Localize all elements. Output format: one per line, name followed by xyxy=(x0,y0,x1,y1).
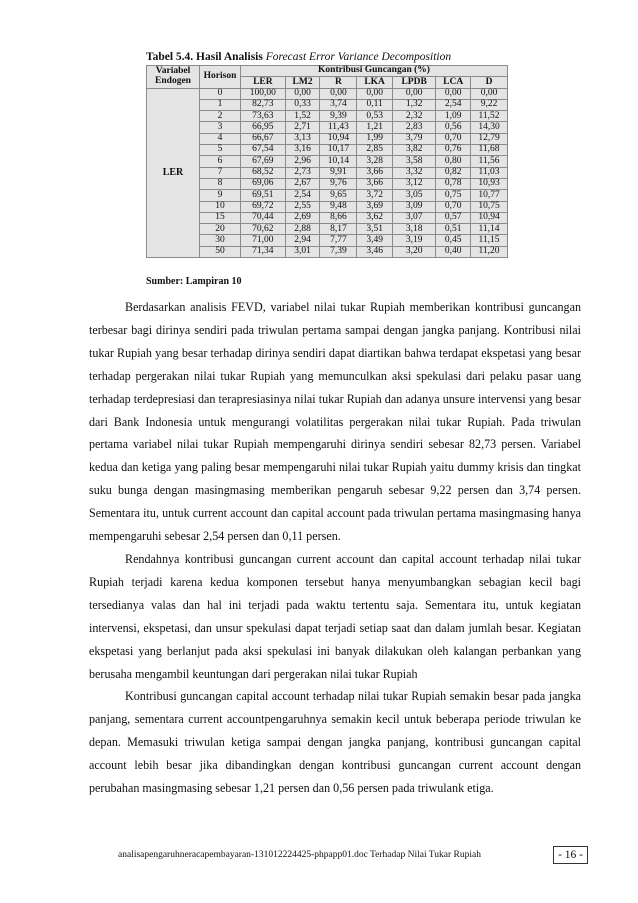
column-header: LPDB xyxy=(392,77,435,88)
table-row xyxy=(147,122,508,133)
horison-cell: 9 xyxy=(200,190,241,201)
horison-cell: 3 xyxy=(200,122,241,133)
value-cell: 69,72 xyxy=(241,201,286,212)
value-cell: 0,00 xyxy=(320,88,357,99)
table-row xyxy=(147,190,508,201)
value-cell: 0,00 xyxy=(357,88,393,99)
value-cell: 0,40 xyxy=(436,246,471,257)
value-cell: 0,76 xyxy=(436,145,471,156)
value-cell: 3,66 xyxy=(357,178,393,189)
value-cell: 9,48 xyxy=(320,201,357,212)
variable-cell: LER xyxy=(147,88,200,257)
table-row xyxy=(147,178,508,189)
header-variabel-endogen: Variabel Endogen xyxy=(147,66,200,89)
value-cell: 11,20 xyxy=(471,246,508,257)
value-cell: 2,67 xyxy=(285,178,320,189)
value-cell: 3,28 xyxy=(357,156,393,167)
value-cell: 9,39 xyxy=(320,111,357,122)
value-cell: 3,46 xyxy=(357,246,393,257)
value-cell: 70,44 xyxy=(241,212,286,223)
value-cell: 10,17 xyxy=(320,145,357,156)
value-cell: 11,52 xyxy=(471,111,508,122)
value-cell: 0,00 xyxy=(285,88,320,99)
paragraph-2: Rendahnya kontribusi guncangan current account dan capital account terhadap nilai tukar Rupiah terjadi karena kedua komponen tersebut hanya menyumbangkan sebagian kecil bagi tersedianya valas dan hal ini terjadi pada waktu tertentu saja. Sementara itu, untuk kegiatan intervensi, ekspetasi, dan unsur spekulasi dapat terjadi setiap saat dan dalam jumlah besar. Kegiatan ekspetasi yang berlanjut pada aksi spekulasi ini banyak dilakukan oleh kalangan perbankan yang berusaha mengambil keuntungan dari pergerakan nilai tukar Rupiah xyxy=(89,551,581,681)
value-cell: 82,73 xyxy=(241,99,286,110)
value-cell: 0,70 xyxy=(436,133,471,144)
table-row xyxy=(147,133,508,144)
value-cell: 3,72 xyxy=(357,190,393,201)
value-cell: 3,18 xyxy=(392,224,435,235)
value-cell: 2,54 xyxy=(436,99,471,110)
table-row xyxy=(147,167,508,178)
value-cell: 3,51 xyxy=(357,224,393,235)
horison-cell: 4 xyxy=(200,133,241,144)
value-cell: 0,80 xyxy=(436,156,471,167)
value-cell: 14,30 xyxy=(471,122,508,133)
value-cell: 10,77 xyxy=(471,190,508,201)
value-cell: 0,56 xyxy=(436,122,471,133)
value-cell: 3,66 xyxy=(357,167,393,178)
horison-cell: 8 xyxy=(200,178,241,189)
value-cell: 7,77 xyxy=(320,235,357,246)
value-cell: 2,71 xyxy=(285,122,320,133)
value-cell: 3,49 xyxy=(357,235,393,246)
header-kontribusi: Kontribusi Guncangan (%) xyxy=(241,66,508,77)
table-row xyxy=(147,246,508,257)
value-cell: 1,52 xyxy=(285,111,320,122)
value-cell: 66,67 xyxy=(241,133,286,144)
value-cell: 10,14 xyxy=(320,156,357,167)
table-row xyxy=(147,99,508,110)
value-cell: 1,21 xyxy=(357,122,393,133)
value-cell: 2,55 xyxy=(285,201,320,212)
table-row xyxy=(147,88,508,99)
value-cell: 0,00 xyxy=(436,88,471,99)
column-header: LKA xyxy=(357,77,393,88)
value-cell: 3,62 xyxy=(357,212,393,223)
table-source: Sumber: Lampiran 10 xyxy=(146,276,242,287)
value-cell: 0,33 xyxy=(285,99,320,110)
value-cell: 2,54 xyxy=(285,190,320,201)
table-title xyxy=(146,51,451,63)
value-cell: 0,45 xyxy=(436,235,471,246)
value-cell: 10,94 xyxy=(471,212,508,223)
value-cell: 3,13 xyxy=(285,133,320,144)
value-cell: 3,12 xyxy=(392,178,435,189)
table-title-main: Tabel 5.4. Hasil Analisis xyxy=(146,51,263,63)
table-row xyxy=(147,235,508,246)
value-cell: 3,20 xyxy=(392,246,435,257)
fevd-table xyxy=(146,65,508,258)
value-cell: 11,03 xyxy=(471,167,508,178)
body-text xyxy=(89,296,581,800)
value-cell: 68,52 xyxy=(241,167,286,178)
value-cell: 0,78 xyxy=(436,178,471,189)
value-cell: 0,53 xyxy=(357,111,393,122)
column-header: LCA xyxy=(436,77,471,88)
value-cell: 2,88 xyxy=(285,224,320,235)
value-cell: 2,73 xyxy=(285,167,320,178)
table-row xyxy=(147,224,508,235)
value-cell: 0,00 xyxy=(471,88,508,99)
value-cell: 9,91 xyxy=(320,167,357,178)
horison-cell: 20 xyxy=(200,224,241,235)
table-row xyxy=(147,201,508,212)
value-cell: 1,09 xyxy=(436,111,471,122)
table-body xyxy=(147,88,508,257)
value-cell: 71,34 xyxy=(241,246,286,257)
value-cell: 2,83 xyxy=(392,122,435,133)
value-cell: 3,69 xyxy=(357,201,393,212)
table-title-italic: Forecast Error Variance Decomposition xyxy=(265,51,452,63)
page-number: - 16 - xyxy=(553,846,588,864)
column-header: R xyxy=(320,77,357,88)
value-cell: 0,00 xyxy=(392,88,435,99)
value-cell: 0,75 xyxy=(436,190,471,201)
horison-cell: 15 xyxy=(200,212,241,223)
value-cell: 10,75 xyxy=(471,201,508,212)
horison-cell: 50 xyxy=(200,246,241,257)
value-cell: 3,16 xyxy=(285,145,320,156)
value-cell: 0,51 xyxy=(436,224,471,235)
value-cell: 8,66 xyxy=(320,212,357,223)
footer-text: analisapengaruhneracapembayaran-131012224425-phpapp01.doc Terhadap Nilai Tukar Rupiah xyxy=(118,850,481,860)
value-cell: 100,00 xyxy=(241,88,286,99)
value-cell: 9,65 xyxy=(320,190,357,201)
table-row xyxy=(147,145,508,156)
value-cell: 2,32 xyxy=(392,111,435,122)
value-cell: 1,32 xyxy=(392,99,435,110)
value-cell: 3,32 xyxy=(392,167,435,178)
value-cell: 3,19 xyxy=(392,235,435,246)
value-cell: 67,54 xyxy=(241,145,286,156)
value-cell: 0,11 xyxy=(357,99,393,110)
paragraph-3: Kontribusi guncangan capital account terhadap nilai tukar Rupiah semakin besar pada jangka panjang, sementara current accountpengaruhnya semakin kecil untuk beberapa periode triwulan ke depan. Memasuki triwulan ketiga sampai dengan jangka panjang, kontribusi guncangan capital account lebih besar jika dibandingkan dengan kontribusi guncangan current account dengan perubahan masingmasing sebesar 1,21 persen dan 0,56 persen pada triwulank etiga. xyxy=(89,689,581,796)
horison-cell: 10 xyxy=(200,201,241,212)
table-row xyxy=(147,111,508,122)
value-cell: 3,05 xyxy=(392,190,435,201)
value-cell: 2,69 xyxy=(285,212,320,223)
horison-cell: 2 xyxy=(200,111,241,122)
value-cell: 66,95 xyxy=(241,122,286,133)
value-cell: 10,93 xyxy=(471,178,508,189)
value-cell: 67,69 xyxy=(241,156,286,167)
value-cell: 69,51 xyxy=(241,190,286,201)
horison-cell: 6 xyxy=(200,156,241,167)
horison-cell: 5 xyxy=(200,145,241,156)
horison-cell: 1 xyxy=(200,99,241,110)
value-cell: 11,15 xyxy=(471,235,508,246)
table-row xyxy=(147,212,508,223)
value-cell: 9,76 xyxy=(320,178,357,189)
value-cell: 9,22 xyxy=(471,99,508,110)
value-cell: 12,79 xyxy=(471,133,508,144)
value-cell: 2,96 xyxy=(285,156,320,167)
value-cell: 73,63 xyxy=(241,111,286,122)
horison-cell: 7 xyxy=(200,167,241,178)
table-header-row xyxy=(147,66,508,77)
paragraph-1: Berdasarkan analisis FEVD, variabel nilai tukar Rupiah memberikan kontribusi guncangan terbesar bagi dirinya sendiri pada triwulan pertama sampai dengan jangka panjang. Kontribusi nilai tukar Rupiah yang besar terhadap dirinya sendiri dapat diartikan bahwa terdapat ekspetasi yang besar terhadap pergerakan nilai tukar Rupiah yang memunculkan aksi spekulasi dari pelaku pasar uang terhadap terdepresiasi dan terapresiasinya nilai tukar Rupiah dan adanya unsure intervensi yang besar dari Bank Indonesia untuk mengurangi volatilitas pergerakan nilai tukar Rupiah. Pada triwulan pertama variabel nilai tukar Rupiah mempengaruhi dirinya sendiri sebesar 82,73 persen. Variabel kedua dan ketiga yang paling besar mempengaruhi nilai tukar Rupiah yaitu dummy krisis dan tingkat suku bunga dengan masingmasing memberikan pengaruh sebesar 9,22 persen dan 3,74 persen. Sementara itu, untuk current account dan capital account pada triwulan pertama masingmasing hanya mempengaruhi sebesar 2,54 persen dan 0,11 persen. xyxy=(89,300,581,544)
value-cell: 0,57 xyxy=(436,212,471,223)
value-cell: 11,43 xyxy=(320,122,357,133)
value-cell: 11,68 xyxy=(471,145,508,156)
value-cell: 11,56 xyxy=(471,156,508,167)
value-cell: 0,82 xyxy=(436,167,471,178)
value-cell: 10,94 xyxy=(320,133,357,144)
value-cell: 11,14 xyxy=(471,224,508,235)
value-cell: 7,39 xyxy=(320,246,357,257)
value-cell: 71,00 xyxy=(241,235,286,246)
value-cell: 2,85 xyxy=(357,145,393,156)
column-header: D xyxy=(471,77,508,88)
value-cell: 2,94 xyxy=(285,235,320,246)
value-cell: 0,70 xyxy=(436,201,471,212)
value-cell: 69,06 xyxy=(241,178,286,189)
value-cell: 3,79 xyxy=(392,133,435,144)
value-cell: 3,82 xyxy=(392,145,435,156)
value-cell: 3,07 xyxy=(392,212,435,223)
page-footer xyxy=(118,850,588,860)
column-header: LER xyxy=(241,77,286,88)
horison-cell: 30 xyxy=(200,235,241,246)
value-cell: 1,99 xyxy=(357,133,393,144)
header-horison: Horison xyxy=(200,66,241,89)
value-cell: 3,58 xyxy=(392,156,435,167)
value-cell: 3,74 xyxy=(320,99,357,110)
value-cell: 3,01 xyxy=(285,246,320,257)
column-header: LM2 xyxy=(285,77,320,88)
table-row xyxy=(147,156,508,167)
horison-cell: 0 xyxy=(200,88,241,99)
value-cell: 8,17 xyxy=(320,224,357,235)
value-cell: 3,09 xyxy=(392,201,435,212)
value-cell: 70,62 xyxy=(241,224,286,235)
